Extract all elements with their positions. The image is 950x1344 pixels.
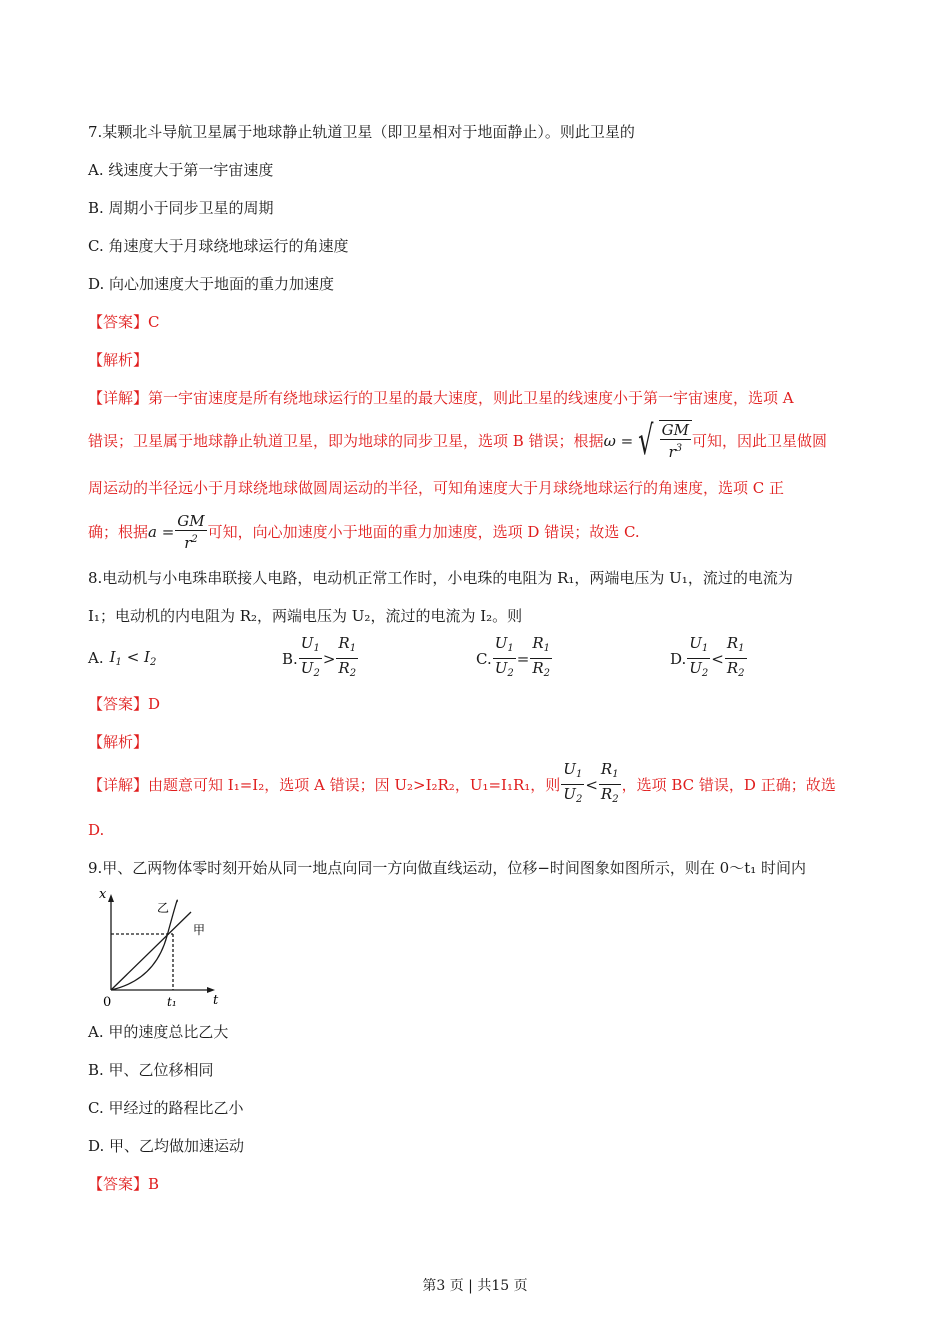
u1-over-u2: $\frac{U_1}{U_2}$ <box>563 760 583 805</box>
q7-detail-line1: 【详解】第一宇宙速度是所有绕地球运行的卫星的最大速度，则此卫星的线速度小于第一宇宙速度，选项 A <box>88 389 794 407</box>
u1-over-u2: $\frac{U_1}{U_2}$ <box>689 634 709 679</box>
x-axis-arrow <box>108 894 114 902</box>
q8-answer: 【答案】D <box>88 695 161 713</box>
q7-detail-line3: 周运动的半径远小于月球绕地球做圆周运动的半径，可知角速度大于月球绕地球运行的角速度，选项 C 正 <box>88 479 785 497</box>
q7-detail-line2 <box>88 417 828 464</box>
jia-label: 甲 <box>193 923 206 937</box>
q8-option-c-label: C. <box>476 649 492 668</box>
page-footer: 第3 页 | 共15 页 <box>422 1278 528 1294</box>
accel-formula: a = <box>148 523 175 541</box>
xt-graph <box>95 884 225 1014</box>
q9-option-d: D. 甲、乙均做加速运动 <box>88 1137 245 1155</box>
r1-over-r2: $\frac{R_1}{R_2}$ <box>532 634 550 679</box>
q7-answer: 【答案】C <box>88 313 160 331</box>
q8-detail-line2: D. <box>88 821 105 839</box>
q7-detail-line4-end: 可知，向心加速度小于地面的重力加速度，选项 D 错误；故选 C. <box>207 523 640 541</box>
u1-over-u2: $\frac{U_1}{U_2}$ <box>300 634 320 679</box>
r1-over-r2: $\frac{R_1}{R_2}$ <box>726 634 745 679</box>
q8-option-a-formula: $I_1 < I_2$ <box>109 648 157 668</box>
q9-option-a: A. 甲的速度总比乙大 <box>88 1023 229 1041</box>
r1-over-r2: $\frac{R_1}{R_2}$ <box>338 634 357 679</box>
q8-option-a <box>88 648 156 668</box>
q9-stem: 9.甲、乙两物体零时刻开始从同一地点向同一方向做直线运动，位移−时间图象如图所示，则在 0～t₁ 时间内 <box>88 859 807 877</box>
q8-option-b: B. $\frac{U_1}{U_2}$ > $\frac{R_1}{R_2}$ <box>282 634 359 683</box>
x-axis-label: x <box>99 887 107 902</box>
q8-detail-start: 【详解】由题意可知 I₁=I₂，选项 A 错误；因 U₂>I₂R₂，U₁=I₁R₁，则 <box>88 775 561 794</box>
jia-line <box>111 912 191 990</box>
q7-detail-line4-start: 确；根据 <box>88 523 149 541</box>
q7-option-d: D. 向心加速度大于地面的重力加速度 <box>88 275 335 293</box>
q8-option-d: D. $\frac{U_1}{U_2}$ < $\frac{R_1}{R_2}$ <box>670 634 748 683</box>
sqrt-formula: √ $\frac{GM}{r^3}$ <box>633 420 692 461</box>
r1-over-r2: $\frac{R_1}{R_2}$ <box>600 760 619 805</box>
gm-over-r2: $\frac{GM}{r^2}$ <box>177 512 205 552</box>
t1-label: t₁ <box>167 995 177 1009</box>
q8-stem-line2: I₁；电动机的内电阻为 R₂，两端电压为 U₂，流过的电流为 I₂。则 <box>88 607 523 625</box>
t-axis-label: t <box>213 993 219 1008</box>
q8-detail-line1: 【详解】由题意可知 I₁=I₂，选项 A 错误；因 U₂>I₂R₂，U₁=I₁R₁，则 $\frac{U_1}{U_2}$ < $\frac{R_1}{R_2}$ ，选项 BC 错误，D 正确；故选 <box>88 760 836 809</box>
q8-detail-end: ，选项 BC 错误，D 正确；故选 <box>621 775 836 794</box>
q7-option-c: C. 角速度大于月球绕地球运行的角速度 <box>88 237 349 255</box>
origin-label: 0 <box>103 995 112 1010</box>
q8-option-b-label: B. <box>282 649 298 668</box>
q8-analysis-label: 【解析】 <box>88 733 149 751</box>
yi-label: 乙 <box>157 901 170 915</box>
q9-option-c: C. 甲经过的路程比乙小 <box>88 1099 244 1117</box>
q7-analysis-label: 【解析】 <box>88 351 149 369</box>
q7-option-a: A. 线速度大于第一宇宙速度 <box>88 161 274 179</box>
q7-stem: 7.某颗北斗导航卫星属于地球静止轨道卫星（即卫星相对于地面静止）。则此卫星的 <box>88 123 635 141</box>
q7-detail-line2-end: 可知，因此卫星做圆 <box>692 431 828 450</box>
q7-option-b: B. 周期小于同步卫星的周期 <box>88 199 274 217</box>
q8-option-c: C. $\frac{U_1}{U_2}$ = $\frac{R_1}{R_2}$ <box>476 634 553 683</box>
q8-option-a-label: A. <box>88 649 104 667</box>
q7-detail-line2-start: 错误；卫星属于地球静止轨道卫星，即为地球的同步卫星，选项 B 错误；根据 <box>88 431 604 450</box>
q9-option-b: B. 甲、乙位移相同 <box>88 1061 214 1079</box>
q8-option-d-label: D. <box>670 649 687 668</box>
q8-stem-line1: 8.电动机与小电珠串联接人电路，电动机正常工作时，小电珠的电阻为 R₁，两端电压为 U₁，流过的电流为 <box>88 569 793 587</box>
u1-over-u2: $\frac{U_1}{U_2}$ <box>494 634 514 679</box>
q7-detail-line4 <box>88 512 640 552</box>
q9-answer: 【答案】B <box>88 1175 160 1193</box>
omega-formula: ω = <box>603 431 634 450</box>
